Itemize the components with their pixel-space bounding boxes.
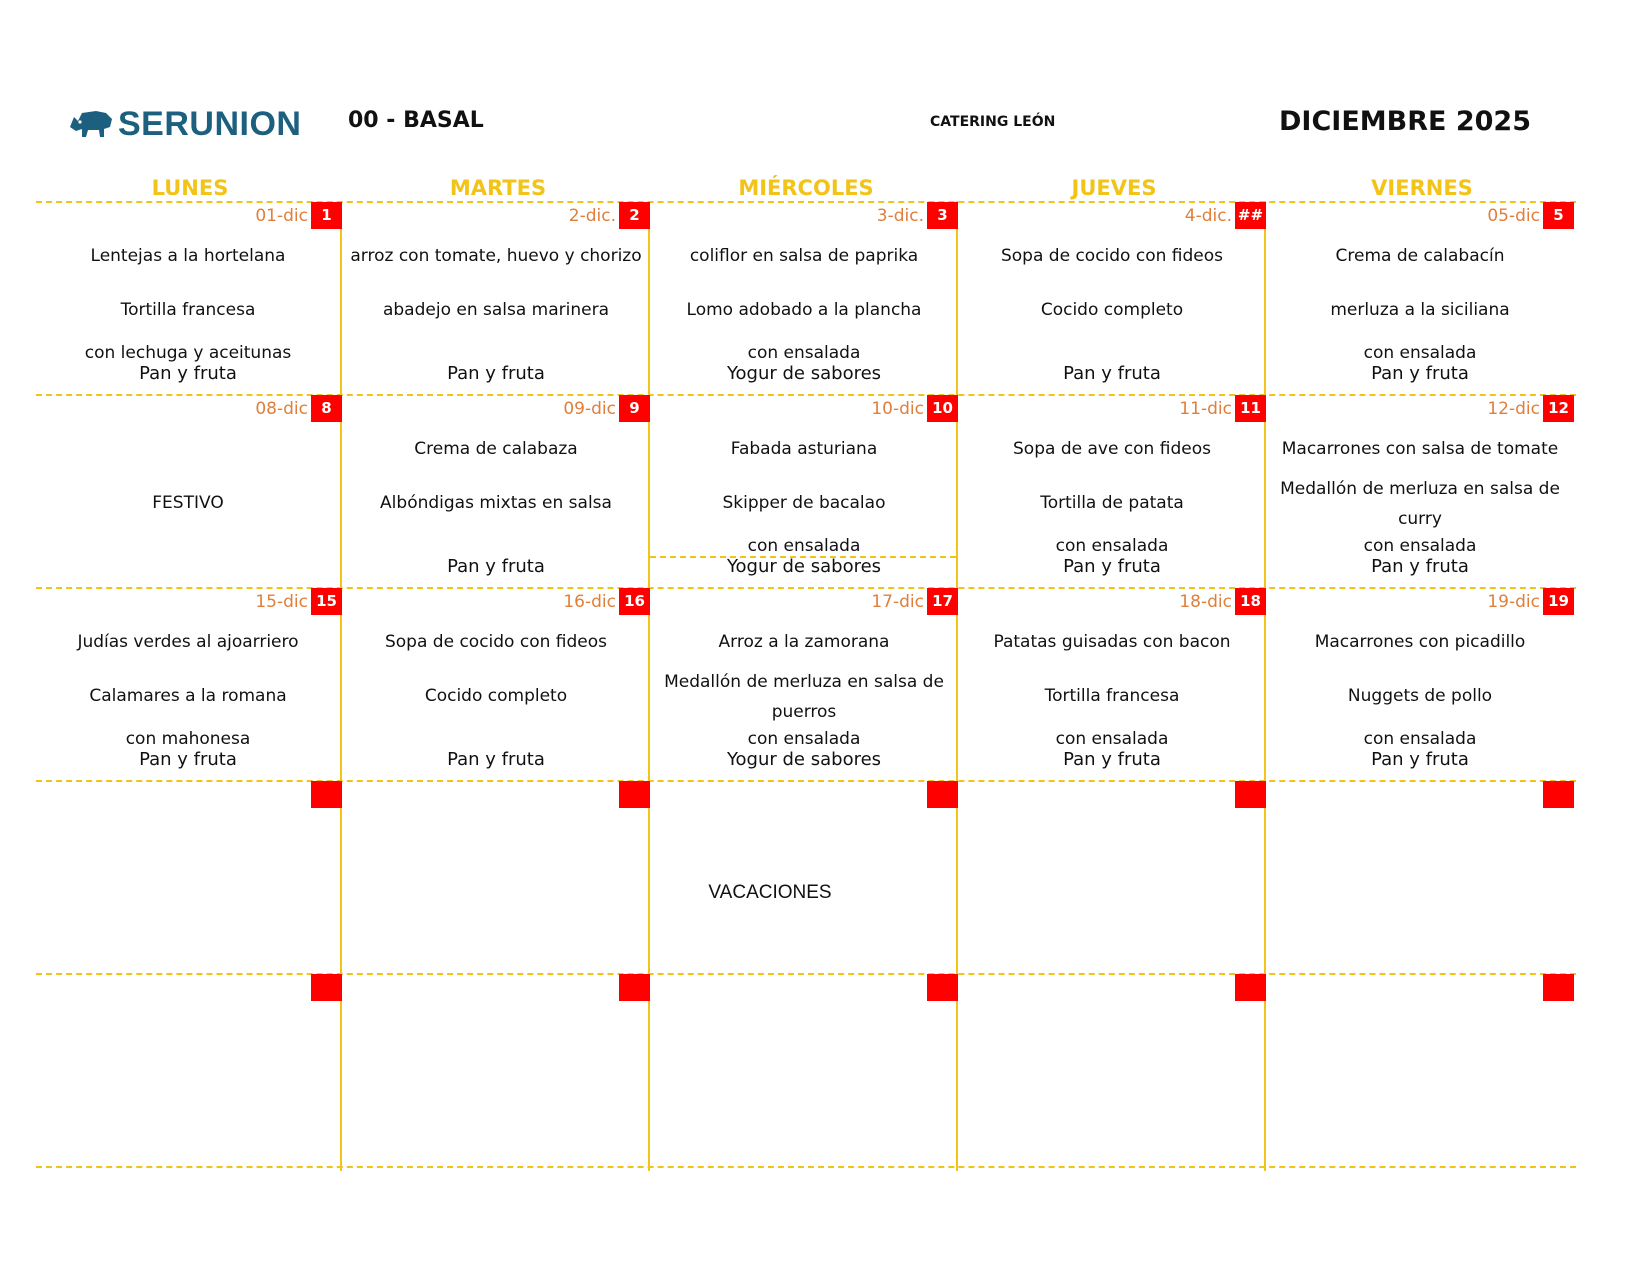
dessert: Pan y fruta — [139, 363, 237, 384]
first-course: Crema de calabacín — [1335, 246, 1505, 266]
day-cell — [344, 780, 652, 973]
bison-icon — [68, 107, 114, 141]
side-dish: con mahonesa — [125, 729, 251, 749]
day-cell — [36, 394, 344, 587]
first-course: Macarrones con picadillo — [1314, 632, 1526, 652]
day-number-badge — [619, 781, 650, 808]
weekday-thursday: JUEVES — [1071, 176, 1157, 200]
dessert: Pan y fruta — [1371, 749, 1469, 770]
dessert: Pan y fruta — [1063, 749, 1161, 770]
day-number-badge — [1543, 781, 1574, 808]
day-cell — [36, 973, 344, 1166]
date-label: 4-dic. — [1184, 206, 1232, 226]
side-dish: con ensalada — [747, 343, 861, 363]
first-course: Macarrones con salsa de tomate — [1281, 439, 1559, 459]
first-course: Sopa de cocido con fideos — [1000, 246, 1223, 266]
day-cell — [344, 394, 652, 587]
second-course: Lomo adobado a la plancha — [686, 300, 922, 320]
day-cell — [652, 201, 960, 394]
dessert: Pan y fruta — [1063, 556, 1161, 577]
day-cell — [960, 780, 1268, 973]
first-course: arroz con tomate, huevo y chorizo — [350, 246, 642, 266]
day-cell — [36, 587, 344, 780]
day-number-badge — [619, 974, 650, 1001]
second-course: Nuggets de pollo — [1347, 686, 1493, 706]
side-dish: con ensalada — [1055, 536, 1169, 556]
date-label: 10-dic — [871, 399, 924, 419]
dessert: Yogur de sabores — [726, 363, 882, 384]
second-course: FESTIVO — [152, 493, 224, 513]
serunion-logo — [68, 104, 301, 144]
first-course: Crema de calabaza — [414, 439, 578, 459]
menu-code: 00 - BASAL — [348, 108, 484, 133]
side-dish: con lechuga y aceitunas — [84, 343, 292, 363]
day-cell — [652, 587, 960, 780]
day-number-badge — [1543, 974, 1574, 1001]
first-course: Arroz a la zamorana — [718, 632, 890, 652]
day-number-badge: 18 — [1235, 588, 1266, 615]
dessert: Pan y fruta — [447, 556, 545, 577]
day-cell — [960, 587, 1268, 780]
weekday-header-row — [36, 176, 1576, 200]
day-number-badge: 2 — [619, 202, 650, 229]
second-course: Tortilla francesa — [120, 300, 256, 320]
grid-divider — [36, 1166, 1576, 1168]
weekday-monday: LUNES — [151, 176, 229, 200]
date-label: 18-dic — [1179, 592, 1232, 612]
day-number-badge: 16 — [619, 588, 650, 615]
day-cell — [960, 973, 1268, 1166]
day-cell — [1268, 780, 1576, 973]
day-number-badge: ## — [1235, 202, 1266, 229]
dessert: Pan y fruta — [1063, 363, 1161, 384]
day-cell — [1268, 201, 1576, 394]
day-number-badge: 8 — [311, 395, 342, 422]
caterer-name: CATERING LEÓN — [930, 114, 1056, 130]
second-course: Cocido completo — [1040, 300, 1184, 320]
day-cell — [344, 973, 652, 1166]
side-dish: con ensalada — [1363, 729, 1477, 749]
dessert: Pan y fruta — [447, 749, 545, 770]
second-course: Tortilla francesa — [1044, 686, 1180, 706]
date-label: 15-dic — [255, 592, 308, 612]
second-course: Tortilla de patata — [1040, 493, 1184, 513]
day-number-badge: 11 — [1235, 395, 1266, 422]
brand-name: SERUNION — [118, 105, 302, 143]
first-course: Sopa de ave con fideos — [1013, 439, 1211, 459]
side-dish: con ensalada — [1055, 729, 1169, 749]
day-number-badge — [1235, 781, 1266, 808]
day-number-badge: 17 — [927, 588, 958, 615]
day-cell — [1268, 973, 1576, 1166]
day-number-badge — [1235, 974, 1266, 1001]
second-course: abadejo en salsa marinera — [382, 300, 610, 320]
weekday-friday: VIERNES — [1371, 176, 1473, 200]
first-course: Patatas guisadas con bacon — [993, 632, 1231, 652]
first-course: Lentejas a la hortelana — [90, 246, 286, 266]
day-number-badge: 12 — [1543, 395, 1574, 422]
day-cell — [344, 201, 652, 394]
day-number-badge — [311, 781, 342, 808]
dessert: Yogur de sabores — [726, 749, 882, 770]
day-number-badge: 5 — [1543, 202, 1574, 229]
date-label: 05-dic — [1487, 206, 1540, 226]
weekday-wednesday: MIÉRCOLES — [738, 176, 874, 200]
day-number-badge: 1 — [311, 202, 342, 229]
day-number-badge: 9 — [619, 395, 650, 422]
day-cell — [652, 973, 960, 1166]
second-course: Skipper de bacalao — [722, 493, 886, 513]
second-course: Albóndigas mixtas en salsa — [380, 493, 612, 513]
day-cell — [36, 780, 344, 973]
month-title: DICIEMBRE 2025 — [1279, 106, 1531, 137]
first-course: Judías verdes al ajoarriero — [77, 632, 299, 652]
day-number-badge: 3 — [927, 202, 958, 229]
first-course: Sopa de cocido con fideos — [384, 632, 607, 652]
date-label: 16-dic — [563, 592, 616, 612]
day-cell — [36, 201, 344, 394]
dessert: Yogur de sabores — [726, 556, 882, 577]
date-label: 11-dic — [1179, 399, 1232, 419]
second-course: Medallón de merluza en salsa de curry — [1280, 479, 1560, 529]
side-dish: con ensalada — [1363, 536, 1477, 556]
second-course: merluza a la siciliana — [1330, 300, 1510, 320]
day-cell — [960, 394, 1268, 587]
dessert: Pan y fruta — [1371, 556, 1469, 577]
side-dish: con ensalada — [747, 536, 861, 556]
day-number-badge — [927, 974, 958, 1001]
second-course: Calamares a la romana — [89, 686, 287, 706]
dessert: Pan y fruta — [1371, 363, 1469, 384]
day-number-badge: 19 — [1543, 588, 1574, 615]
first-course: coliflor en salsa de paprika — [689, 246, 919, 266]
day-cell — [1268, 587, 1576, 780]
day-cell — [344, 587, 652, 780]
date-label: 12-dic — [1487, 399, 1540, 419]
day-cell — [1268, 394, 1576, 587]
date-label: 17-dic — [871, 592, 924, 612]
first-course: Fabada asturiana — [730, 439, 878, 459]
second-course: Cocido completo — [424, 686, 568, 706]
side-dish: con ensalada — [747, 729, 861, 749]
day-number-badge — [311, 974, 342, 1001]
dessert: Pan y fruta — [139, 749, 237, 770]
vacation-label: VACACIONES — [708, 882, 832, 903]
day-cell — [652, 780, 960, 973]
date-label: 08-dic — [255, 399, 308, 419]
date-label: 01-dic — [255, 206, 308, 226]
weekday-tuesday: MARTES — [449, 176, 547, 200]
day-number-badge — [927, 781, 958, 808]
day-cell — [652, 394, 960, 587]
calendar-grid — [36, 201, 1576, 1171]
day-cell — [960, 201, 1268, 394]
day-number-badge: 10 — [927, 395, 958, 422]
day-number-badge: 15 — [311, 588, 342, 615]
second-course: Medallón de merluza en salsa de puerros — [664, 672, 944, 722]
side-dish: con ensalada — [1363, 343, 1477, 363]
date-label: 2-dic. — [568, 206, 616, 226]
date-label: 09-dic — [563, 399, 616, 419]
dessert: Pan y fruta — [447, 363, 545, 384]
date-label: 3-dic. — [876, 206, 924, 226]
date-label: 19-dic — [1487, 592, 1540, 612]
